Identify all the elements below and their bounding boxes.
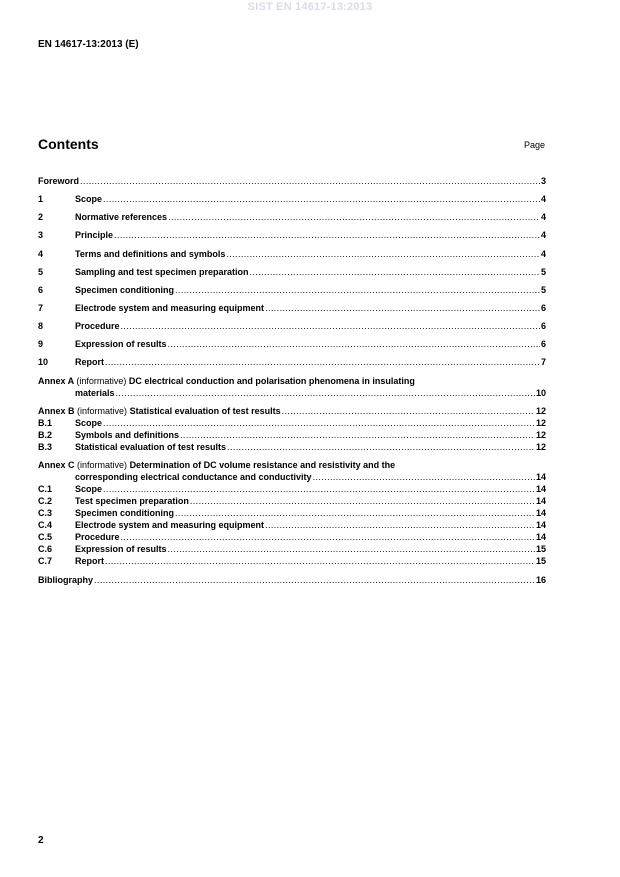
toc-entry-title: Procedure xyxy=(75,532,120,542)
toc-entry-title: Sampling and test specimen preparation xyxy=(75,267,249,277)
dot-leader xyxy=(121,531,535,543)
toc-annex-c-heading[interactable] xyxy=(38,459,395,471)
toc-entry-annex-c[interactable] xyxy=(75,471,546,483)
toc-entry-annex-b[interactable] xyxy=(38,405,546,417)
annex-title: Statistical evaluation of test results xyxy=(129,406,281,416)
toc-entry-title xyxy=(38,405,281,417)
dot-leader xyxy=(168,338,540,350)
dot-leader xyxy=(227,441,535,453)
toc-entry-number: C.3 xyxy=(38,508,53,518)
toc-entry-page: 6 xyxy=(540,339,546,349)
annex-label: Annex C xyxy=(38,460,75,470)
toc-entry[interactable] xyxy=(38,495,546,507)
toc-entry-page: 3 xyxy=(540,176,546,186)
toc-entry-title: Terms and definitions and symbols xyxy=(75,249,226,259)
toc-entry-title: Scope xyxy=(75,484,103,494)
toc-entry[interactable] xyxy=(38,531,546,543)
toc-entry-title: Statistical evaluation of test results xyxy=(75,442,227,452)
toc-entry-number: 10 xyxy=(38,357,49,367)
toc-entry-number: 1 xyxy=(38,194,44,204)
dot-leader xyxy=(116,387,535,399)
dot-leader xyxy=(105,356,540,368)
toc-entry[interactable] xyxy=(38,543,546,555)
toc-entry-number: C.6 xyxy=(38,544,53,554)
toc-entry-page: 12 xyxy=(535,442,546,452)
toc-entry-page: 12 xyxy=(535,406,546,416)
toc-entry-number: B.3 xyxy=(38,442,53,452)
dot-leader xyxy=(168,543,535,555)
toc-entry-number: B.2 xyxy=(38,430,53,440)
toc-entry-page: 14 xyxy=(535,472,546,482)
toc-entry-foreword[interactable] xyxy=(38,175,546,187)
toc-entry-title: Test specimen preparation xyxy=(75,496,189,506)
dot-leader xyxy=(114,229,540,241)
dot-leader xyxy=(121,320,540,332)
toc-entry-number: C.5 xyxy=(38,532,53,542)
toc-entry[interactable] xyxy=(38,338,546,350)
toc-entry-title: Symbols and definitions xyxy=(75,430,180,440)
toc-entry-title: Specimen conditioning xyxy=(75,285,175,295)
toc-entry-page: 12 xyxy=(535,430,546,440)
toc-entry[interactable] xyxy=(38,248,546,260)
toc-entry-page: 7 xyxy=(540,357,546,367)
toc-entry-number: 8 xyxy=(38,321,44,331)
watermark: SIST EN 14617-13:2013 xyxy=(247,1,373,13)
toc-entry[interactable] xyxy=(38,555,546,567)
toc-entry[interactable] xyxy=(38,441,546,453)
toc-entry-number: 6 xyxy=(38,285,44,295)
toc-entry-number: 4 xyxy=(38,249,44,259)
annex-informative: (informative) xyxy=(76,376,127,386)
toc-entry-page: 14 xyxy=(535,520,546,530)
dot-leader xyxy=(105,555,535,567)
dot-leader xyxy=(180,429,535,441)
toc-entry-title: Electrode system and measuring equipment xyxy=(75,303,265,313)
annex-informative: (informative) xyxy=(77,460,128,470)
toc-entry-bibliography[interactable] xyxy=(38,574,546,586)
toc-entry-title: Electrode system and measuring equipment xyxy=(75,520,265,530)
toc-entry[interactable] xyxy=(38,302,546,314)
toc-entry[interactable] xyxy=(38,507,546,519)
dot-leader xyxy=(265,302,540,314)
toc-entry-annex-a[interactable] xyxy=(75,387,546,399)
toc-entry-page: 14 xyxy=(535,496,546,506)
toc-entry-page: 15 xyxy=(535,556,546,566)
toc-entry-page: 4 xyxy=(540,249,546,259)
dot-leader xyxy=(190,495,535,507)
dot-leader xyxy=(103,193,540,205)
contents-heading: Contents xyxy=(38,136,99,152)
dot-leader xyxy=(80,175,540,187)
toc-entry-page: 4 xyxy=(540,194,546,204)
toc-entry-page: 4 xyxy=(540,230,546,240)
toc-entry-page: 6 xyxy=(540,321,546,331)
annex-title: DC electrical conduction and polarisation phenomena in insulating xyxy=(128,376,415,386)
toc-entry[interactable] xyxy=(38,284,546,296)
toc-entry[interactable] xyxy=(38,356,546,368)
page-column-label: Page xyxy=(523,140,545,150)
toc-entry-number: B.1 xyxy=(38,418,53,428)
toc-entry-title: Specimen conditioning xyxy=(75,508,175,518)
toc-entry-title: Report xyxy=(75,556,104,566)
toc-entry-number: C.7 xyxy=(38,556,53,566)
toc-entry-page: 14 xyxy=(535,508,546,518)
toc-entry-title: Report xyxy=(75,357,104,367)
toc-entry-page: 5 xyxy=(540,267,546,277)
toc-entry[interactable] xyxy=(38,519,546,531)
toc-entry-number: 5 xyxy=(38,267,44,277)
toc-entry-title: Scope xyxy=(75,194,103,204)
document-id: EN 14617-13:2013 (E) xyxy=(38,39,139,50)
toc-entry-page: 10 xyxy=(535,388,546,398)
annex-label: Annex B xyxy=(38,406,75,416)
toc-entry-number: 7 xyxy=(38,303,44,313)
toc-entry-title: Procedure xyxy=(75,321,120,331)
toc-entry-title: Bibliography xyxy=(38,575,94,585)
toc-entry[interactable] xyxy=(38,483,546,495)
toc-entry-title: Scope xyxy=(75,418,103,428)
toc-entry-title: Principle xyxy=(75,230,114,240)
toc-entry-page: 5 xyxy=(540,285,546,295)
dot-leader xyxy=(168,211,540,223)
toc-entry-number: C.2 xyxy=(38,496,53,506)
dot-leader xyxy=(265,519,535,531)
toc-entry-number: 9 xyxy=(38,339,44,349)
toc-entry-page: 4 xyxy=(540,212,546,222)
annex-informative: (informative) xyxy=(77,406,128,416)
dot-leader xyxy=(226,248,540,260)
toc-entry-page: 12 xyxy=(535,418,546,428)
toc-entry-page: 6 xyxy=(540,303,546,313)
toc-entry-number: C.1 xyxy=(38,484,53,494)
toc-entry-page: 16 xyxy=(535,575,546,585)
page-number: 2 xyxy=(38,835,44,846)
toc-entry[interactable] xyxy=(38,429,546,441)
toc-entry[interactable] xyxy=(38,417,546,429)
toc-annex-a-heading[interactable] xyxy=(38,375,415,387)
toc-entry-page: 15 xyxy=(535,544,546,554)
toc-entry-page: 14 xyxy=(535,484,546,494)
toc-entry-title: corresponding electrical conductance and conductivity xyxy=(75,472,312,482)
toc-entry[interactable] xyxy=(38,211,546,223)
dot-leader xyxy=(175,284,540,296)
toc-entry[interactable] xyxy=(38,193,546,205)
toc-entry[interactable] xyxy=(38,229,546,241)
toc-entry-number: 2 xyxy=(38,212,44,222)
toc-entry[interactable] xyxy=(38,266,546,278)
dot-leader xyxy=(103,483,535,495)
annex-title: Determination of DC volume resistance and resistivity and the xyxy=(129,460,396,470)
toc-entry-number: C.4 xyxy=(38,520,53,530)
toc-entry-page: 14 xyxy=(535,532,546,542)
toc-entry-number: 3 xyxy=(38,230,44,240)
dot-leader xyxy=(103,417,535,429)
dot-leader xyxy=(250,266,540,278)
dot-leader xyxy=(313,471,535,483)
toc-entry-title: Normative references xyxy=(75,212,168,222)
dot-leader xyxy=(94,574,535,586)
toc-entry-title: Foreword xyxy=(38,176,80,186)
dot-leader xyxy=(175,507,535,519)
toc-entry-title: materials xyxy=(75,388,115,398)
toc-entry-title: Expression of results xyxy=(75,544,167,554)
dot-leader xyxy=(282,405,535,417)
annex-label: Annex A xyxy=(38,376,74,386)
toc-entry[interactable] xyxy=(38,320,546,332)
toc-entry-title: Expression of results xyxy=(75,339,167,349)
